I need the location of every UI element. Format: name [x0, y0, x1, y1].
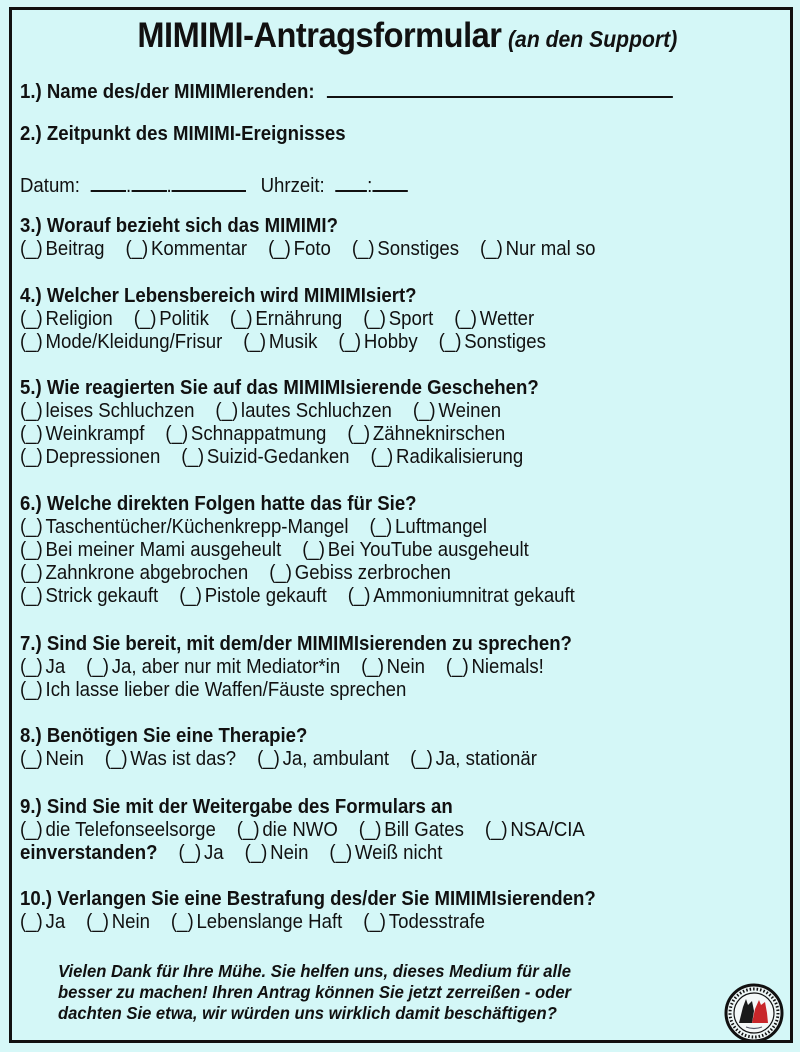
consent-label: einverstanden?: [20, 842, 158, 864]
option-label: Todesstrafe: [388, 911, 485, 933]
option-label: Weinen: [438, 400, 502, 422]
checkbox-icon[interactable]: (_): [86, 656, 109, 678]
option-taschentuecher[interactable]: [20, 516, 348, 538]
question-4-options-row-1: [20, 308, 550, 330]
time-hour-input[interactable]: [335, 172, 367, 192]
date-label: Datum:: [20, 175, 80, 197]
question-3-options: [20, 238, 611, 260]
question-10-label: 10.) Verlangen Sie eine Bestrafung des/der Sie MIMIMIsierenden?: [20, 888, 596, 910]
option-schnappatmung[interactable]: [165, 423, 326, 445]
date-separator: .: [166, 175, 172, 197]
checkbox-icon[interactable]: (_): [410, 748, 433, 770]
checkbox-icon[interactable]: (_): [243, 331, 267, 353]
option-telefonseelsorge[interactable]: [20, 819, 216, 841]
option-todesstrafe[interactable]: [363, 911, 485, 933]
option-label: Strick gekauft: [45, 585, 159, 607]
option-label: NSA/CIA: [510, 819, 585, 841]
option-ernaehrung[interactable]: [230, 308, 342, 330]
option-zaehneknirschen[interactable]: [347, 423, 505, 445]
checkbox-icon[interactable]: (_): [20, 400, 43, 422]
checkbox-icon[interactable]: (_): [484, 819, 508, 841]
form-frame: [9, 7, 793, 1043]
option-label: Religion: [45, 308, 113, 330]
question-7-options-row-2: [20, 679, 422, 701]
option-hobby[interactable]: [338, 331, 417, 353]
checkbox-icon[interactable]: (_): [179, 585, 202, 607]
option-lebenslange-haft[interactable]: [171, 911, 342, 933]
option-label: die Telefonseelsorge: [45, 819, 216, 841]
question-1: [20, 78, 673, 103]
option-ambulant[interactable]: [257, 748, 389, 770]
option-sport[interactable]: [363, 308, 433, 330]
option-youtube[interactable]: [302, 539, 529, 561]
option-label: Sonstiges: [464, 331, 546, 353]
option-label: Ja, aber nur mit Mediator*in: [111, 656, 341, 678]
checkbox-icon[interactable]: (_): [20, 748, 43, 770]
checkbox-icon[interactable]: (_): [358, 819, 382, 841]
option-label: Radikalisierung: [396, 446, 524, 468]
checkbox-icon[interactable]: (_): [351, 238, 375, 260]
question-9-consent: [20, 842, 458, 864]
checkbox-icon[interactable]: (_): [20, 562, 43, 584]
checkbox-icon[interactable]: (_): [20, 331, 43, 353]
date-month-input[interactable]: [131, 172, 166, 192]
checkbox-icon[interactable]: (_): [257, 748, 280, 770]
option-zahnkrone[interactable]: [20, 562, 248, 584]
option-label: Ammoniumnitrat gekauft: [373, 585, 575, 607]
option-label: Bei YouTube ausgeheult: [327, 539, 529, 561]
option-weinkrampf[interactable]: [20, 423, 144, 445]
option-label: Bei meiner Mami ausgeheult: [45, 539, 282, 561]
option-label: Zahnkrone abgebrochen: [45, 562, 249, 584]
option-religion[interactable]: [20, 308, 113, 330]
option-label: die NWO: [262, 819, 338, 841]
checkbox-icon[interactable]: (_): [20, 656, 43, 678]
option-label: Depressionen: [45, 446, 161, 468]
date-year-input[interactable]: [172, 172, 246, 192]
checkbox-icon[interactable]: (_): [20, 516, 43, 538]
option-label: Politik: [159, 308, 209, 330]
checkbox-icon[interactable]: (_): [104, 748, 128, 770]
option-nein[interactable]: [20, 748, 84, 770]
option-label: Schnappatmung: [190, 423, 327, 445]
question-4-label: 4.) Welcher Lebensbereich wird MIMIMIsiert?: [20, 285, 417, 307]
checkbox-icon[interactable]: (_): [20, 911, 43, 933]
option-label: Kommentar: [150, 238, 248, 260]
checkbox-icon[interactable]: (_): [20, 423, 43, 445]
option-label: Pistole gekauft: [204, 585, 327, 607]
option-ammoniumnitrat[interactable]: [348, 585, 575, 607]
footer-line: dachten Sie etwa, wir würden uns wirklich damit beschäftigen?: [58, 1003, 557, 1023]
option-weinen[interactable]: [413, 400, 501, 422]
question-2-fields: [20, 172, 408, 197]
option-label: Ich lasse lieber die Waffen/Fäuste sprechen: [45, 679, 407, 701]
option-label: Taschentücher/Küchenkrepp-Mangel: [45, 516, 349, 538]
checkbox-icon[interactable]: (_): [363, 308, 386, 330]
option-label: Niemals!: [471, 656, 544, 678]
option-ja[interactable]: [20, 911, 65, 933]
option-nwo[interactable]: [237, 819, 338, 841]
question-1-label: 1.) Name des/der MIMIMIerenden:: [20, 81, 315, 103]
option-label: Ernährung: [255, 308, 343, 330]
option-label: Nein: [270, 842, 309, 864]
option-suizid-gedanken[interactable]: [181, 446, 349, 468]
question-5-options-row-1: [20, 400, 517, 422]
checkbox-icon[interactable]: (_): [86, 911, 109, 933]
option-label: Foto: [293, 238, 331, 260]
option-label: Zähneknirschen: [372, 423, 506, 445]
checkbox-icon[interactable]: (_): [338, 331, 362, 353]
option-label: lautes Schluchzen: [240, 400, 392, 422]
question-9-label: 9.) Sind Sie mit der Weitergabe des Formulars an: [20, 796, 453, 818]
question-3-label: 3.) Worauf bezieht sich das MIMIMI?: [20, 215, 338, 237]
option-ja[interactable]: [178, 842, 223, 864]
date-separator: .: [126, 175, 132, 197]
option-pistole[interactable]: [179, 585, 327, 607]
option-radikalisierung[interactable]: [371, 446, 524, 468]
option-wetter[interactable]: [454, 308, 534, 330]
option-label: Sonstiges: [377, 238, 460, 260]
question-5-options-row-3: [20, 446, 539, 468]
checkbox-icon[interactable]: (_): [20, 585, 43, 607]
time-label: Uhrzeit:: [260, 175, 325, 197]
option-label: Luftmangel: [395, 516, 488, 538]
time-minute-input[interactable]: [372, 172, 407, 192]
checkbox-icon[interactable]: (_): [445, 656, 469, 678]
title-main: MIMIMI-Antragsformular: [137, 16, 502, 55]
footer-line: Vielen Dank für Ihre Mühe. Sie helfen uns, dieses Medium für alle: [58, 961, 572, 981]
question-5-label: 5.) Wie reagierten Sie auf das MIMIMIsierende Geschehen?: [20, 377, 539, 399]
checkbox-icon[interactable]: (_): [412, 400, 436, 422]
option-label: Ja: [203, 842, 224, 864]
option-gebiss[interactable]: [269, 562, 451, 584]
date-day-input[interactable]: [91, 172, 126, 192]
option-label: Lebenslange Haft: [196, 911, 343, 933]
checkbox-icon[interactable]: (_): [125, 238, 149, 260]
checkbox-icon[interactable]: (_): [20, 446, 43, 468]
checkbox-icon[interactable]: (_): [269, 562, 292, 584]
checkbox-icon[interactable]: (_): [438, 331, 462, 353]
checkbox-icon[interactable]: (_): [347, 423, 371, 445]
option-sonstiges[interactable]: [352, 238, 459, 260]
option-nein[interactable]: [86, 911, 150, 933]
option-lautes-schluchzen[interactable]: [215, 400, 391, 422]
checkbox-icon[interactable]: (_): [347, 585, 371, 607]
checkbox-icon[interactable]: (_): [229, 308, 253, 330]
checkbox-icon[interactable]: (_): [178, 842, 202, 864]
option-mode[interactable]: [20, 331, 222, 353]
option-nur-mal-so[interactable]: [480, 238, 595, 260]
option-stationaer[interactable]: [410, 748, 537, 770]
option-label: Ja, ambulant: [282, 748, 390, 770]
option-label: Was ist das?: [130, 748, 237, 770]
checkbox-icon[interactable]: (_): [20, 539, 43, 561]
option-weiss-nicht[interactable]: [329, 842, 442, 864]
question-6-options-row-1: [20, 516, 503, 538]
question-5-options-row-2: [20, 423, 521, 445]
option-ja-mediator[interactable]: [86, 656, 340, 678]
question-8-options: [20, 748, 553, 770]
option-label: Ja, stationär: [435, 748, 537, 770]
option-was-ist-das[interactable]: [105, 748, 236, 770]
checkbox-icon[interactable]: (_): [480, 238, 503, 260]
checkbox-icon[interactable]: (_): [165, 423, 189, 445]
question-8-label: 8.) Benötigen Sie eine Therapie?: [20, 725, 308, 747]
option-waffen[interactable]: [20, 679, 406, 701]
option-beitrag[interactable]: [20, 238, 104, 260]
option-label: Ja: [45, 911, 66, 933]
option-strick[interactable]: [20, 585, 158, 607]
option-niemals[interactable]: [446, 656, 544, 678]
checkbox-icon[interactable]: (_): [133, 308, 157, 330]
question-10-options: [20, 911, 501, 933]
question-4-options-row-2: [20, 331, 562, 353]
question-6-options-row-3: [20, 562, 467, 584]
option-nein[interactable]: [361, 656, 425, 678]
time-separator: :: [367, 175, 373, 197]
checkbox-icon[interactable]: (_): [181, 446, 205, 468]
option-musik[interactable]: [243, 331, 317, 353]
option-ja[interactable]: [20, 656, 65, 678]
option-sonstiges[interactable]: [439, 331, 546, 353]
checkbox-icon[interactable]: (_): [20, 308, 43, 330]
checkbox-icon[interactable]: (_): [170, 911, 194, 933]
option-label: Wetter: [479, 308, 535, 330]
question-7-label: 7.) Sind Sie bereit, mit dem/der MIMIMIsierenden zu sprechen?: [20, 633, 572, 655]
option-luftmangel[interactable]: [369, 516, 487, 538]
checkbox-icon[interactable]: (_): [329, 842, 353, 864]
option-label: Beitrag: [45, 238, 105, 260]
question-2-label: 2.) Zeitpunkt des MIMIMI-Ereignisses: [20, 123, 346, 145]
option-label: Musik: [268, 331, 318, 353]
option-label: Sport: [388, 308, 434, 330]
question-7-options-row-1: [20, 656, 560, 678]
checkbox-icon[interactable]: (_): [244, 842, 268, 864]
title-sub: (an den Support): [507, 26, 678, 52]
option-mami[interactable]: [20, 539, 281, 561]
option-nein[interactable]: [245, 842, 309, 864]
checkbox-icon[interactable]: (_): [236, 819, 260, 841]
page-title: [12, 16, 790, 56]
question-6-options-row-4: [20, 585, 591, 607]
option-label: Weinkrampf: [45, 423, 145, 445]
footer-line: besser zu machen! Ihren Antrag können Sie jetzt zerreißen - oder: [58, 982, 572, 1002]
checkbox-icon[interactable]: (_): [369, 516, 393, 538]
checkbox-icon[interactable]: (_): [215, 400, 239, 422]
option-label: Hobby: [363, 331, 418, 353]
question-6-options-row-2: [20, 539, 545, 561]
checkbox-icon[interactable]: (_): [20, 238, 43, 260]
option-bill-gates[interactable]: [359, 819, 464, 841]
option-politik[interactable]: [134, 308, 209, 330]
footer-note: [58, 961, 666, 1024]
option-nsa-cia[interactable]: [485, 819, 585, 841]
option-label: Bill Gates: [384, 819, 464, 841]
option-label: Nein: [111, 911, 150, 933]
checkbox-icon[interactable]: (_): [20, 819, 43, 841]
checkbox-icon[interactable]: (_): [302, 539, 325, 561]
checkbox-icon[interactable]: (_): [361, 656, 384, 678]
option-foto[interactable]: [268, 238, 331, 260]
option-depressionen[interactable]: [20, 446, 160, 468]
question-9-recipients: [20, 819, 601, 841]
option-label: Nein: [45, 748, 84, 770]
question-6-label: 6.) Welche direkten Folgen hatte das für Sie?: [20, 493, 417, 515]
option-label: leises Schluchzen: [45, 400, 195, 422]
circular-seal-logo-icon: [724, 983, 784, 1043]
checkbox-icon[interactable]: (_): [363, 911, 387, 933]
checkbox-icon[interactable]: (_): [268, 238, 291, 260]
option-label: Nur mal so: [505, 238, 596, 260]
option-leises-schluchzen[interactable]: [20, 400, 194, 422]
name-input-line[interactable]: [327, 78, 673, 98]
option-label: Suizid-Gedanken: [206, 446, 350, 468]
option-label: Mode/Kleidung/Frisur: [45, 331, 223, 353]
option-label: Ja: [45, 656, 66, 678]
option-label: Nein: [386, 656, 425, 678]
checkbox-icon[interactable]: (_): [20, 679, 43, 701]
checkbox-icon[interactable]: (_): [370, 446, 394, 468]
option-label: Weiß nicht: [354, 842, 443, 864]
option-kommentar[interactable]: [125, 238, 247, 260]
checkbox-icon[interactable]: (_): [454, 308, 477, 330]
option-label: Gebiss zerbrochen: [294, 562, 451, 584]
